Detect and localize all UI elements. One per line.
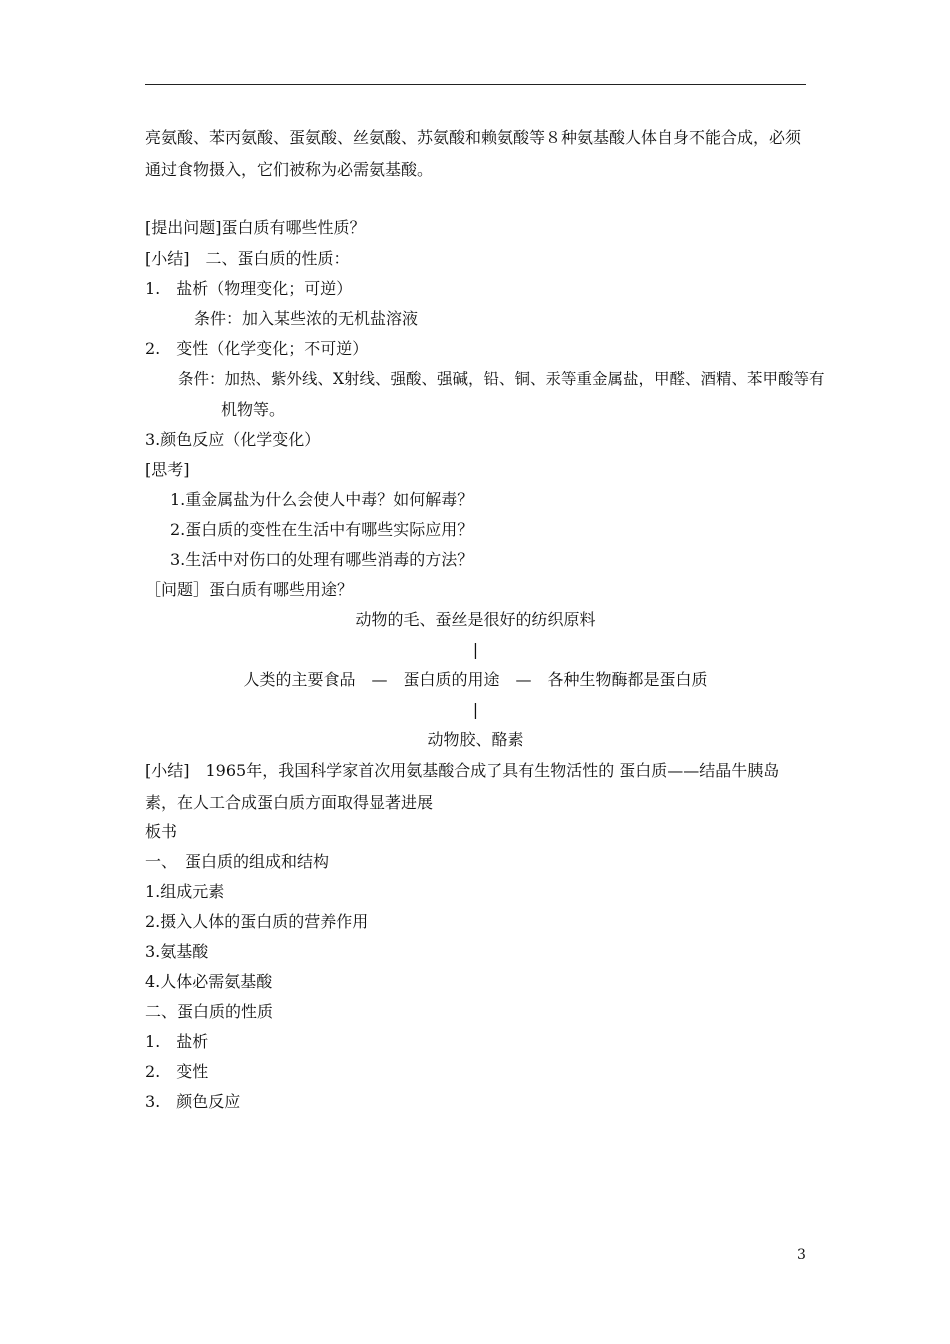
thinking-item-2: 2.蛋白质的变性在生活中有哪些实际应用？ xyxy=(170,520,474,539)
uses-diagram-connector-top: | xyxy=(472,640,479,659)
board-section-1-item-3: 3.氨基酸 xyxy=(145,942,209,961)
thinking-item-1: 1.重金属盐为什么会使人中毒？如何解毒？ xyxy=(170,490,474,509)
summary-synthesis-line-2: 素，在人工合成蛋白质方面取得显著进展 xyxy=(145,793,434,812)
property-salting-out-condition: 条件：加入某些浓的无机盐溶液 xyxy=(194,309,419,328)
page-number: 3 xyxy=(797,1247,806,1263)
board-section-2-item-1: 1. 盐析 xyxy=(145,1032,209,1051)
board-section-2: 二、蛋白质的性质 xyxy=(145,1002,274,1021)
intro-line-2: 通过食物摄入，它们被称为必需氨基酸。 xyxy=(145,160,434,179)
uses-diagram-middle: 人类的主要食品 — 蛋白质的用途 — 各种生物酶都是蛋白质 xyxy=(243,670,708,689)
uses-diagram-connector-bottom: | xyxy=(472,700,479,719)
thinking-item-3: 3.生活中对伤口的处理有哪些消毒的方法？ xyxy=(170,550,474,569)
thinking-header: [思考] xyxy=(145,460,190,479)
board-section-1: 一、 蛋白质的组成和结构 xyxy=(145,852,330,871)
board-section-2-item-3: 3. 颜色反应 xyxy=(145,1092,241,1111)
question-uses: ［问题］蛋白质有哪些用途？ xyxy=(145,580,354,599)
board-section-2-item-2: 2. 变性 xyxy=(145,1062,209,1081)
board-header: 板书 xyxy=(145,822,178,841)
property-denaturation: 2. 变性（化学变化；不可逆） xyxy=(145,339,369,358)
header-rule xyxy=(145,84,806,85)
uses-diagram-top: 动物的毛、蚕丝是很好的纺织原料 xyxy=(355,610,596,629)
uses-diagram-bottom: 动物胶、酪素 xyxy=(427,730,524,749)
property-denaturation-condition-1: 条件：加热、紫外线、X射线、强酸、强碱，铅、铜、汞等重金属盐，甲醛、酒精、苯甲酸等有 xyxy=(178,370,825,388)
property-denaturation-condition-2: 机物等。 xyxy=(221,400,286,419)
property-salting-out: 1. 盐析（物理变化；可逆） xyxy=(145,279,353,298)
board-section-1-item-1: 1.组成元素 xyxy=(145,882,225,901)
board-section-1-item-4: 4.人体必需氨基酸 xyxy=(145,972,273,991)
board-section-1-item-2: 2.摄入人体的蛋白质的营养作用 xyxy=(145,912,369,931)
summary-synthesis-line-1: [小结] 1965年，我国科学家首次用氨基酸合成了具有生物活性的 蛋白质——结晶牛胰岛 xyxy=(145,761,780,780)
intro-line-1: 亮氨酸、苯丙氨酸、蛋氨酸、丝氨酸、苏氨酸和赖氨酸等８种氨基酸人体自身不能合成，必须 xyxy=(145,128,802,147)
summary-properties: [小结] 二、蛋白质的性质： xyxy=(145,249,350,268)
question-properties: [提出问题]蛋白质有哪些性质？ xyxy=(145,218,366,237)
property-color-reaction: 3.颜色反应（化学变化） xyxy=(145,430,321,449)
